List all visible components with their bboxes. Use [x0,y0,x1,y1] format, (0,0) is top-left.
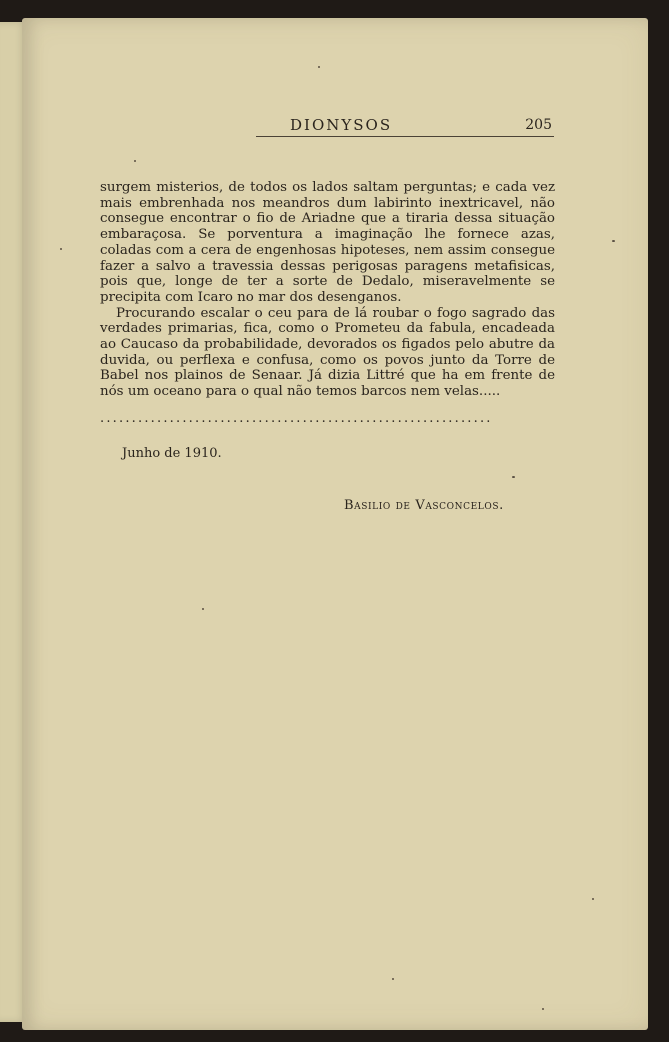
running-title: DIONYSOS [290,116,393,134]
author-signature: Basilio de Vasconcelos. [344,498,504,513]
date-line: Junho de 1910. [122,446,222,461]
paper-speck [392,978,394,980]
page-number: 205 [525,117,552,133]
paragraph: Procurando escalar o ceu para de lá roubar o fogo sagrado das verdades primarias, fica, como o Prometeu da fabula, encadeada ao Caucaso da probabilidade, devorados os figados pelo abutre da duvida, ou perflexa e confusa, como os povos junto da Torre de Babel nos plainos de Senaar. Já dizia Littré que ha em frente de nós um oceano para o qual não temos barcos nem velas..... [100,305,555,400]
paper-speck [592,898,594,900]
paper-speck [512,476,515,478]
paper-speck [542,1008,544,1010]
paragraph: surgem misterios, de todos os lados saltam perguntas; e cada vez mais embrenhada nos meandros dum labirinto inextricavel, não consegue encontrar o fio de Ariadne que a tiraria dessa situação embaraçosa. Se porventura a imaginação lhe fornece azas, coladas com a cera de engenhosas hipoteses, nem assim consegue fazer a salvo a travessia dessas perigosas paragens metafisicas, pois que, longe de ter a sorte de Dedalo, miseravelmente se precipita com Icaro no mar dos desenganos. [100,180,555,305]
page-header [256,116,554,137]
paper-speck [60,248,62,250]
body-text [100,180,555,400]
paper-speck [612,240,615,242]
book-page [22,18,648,1030]
paper-speck [202,608,204,610]
dot-leader: .............................................................. [100,412,493,426]
paper-speck [134,160,136,162]
paper-speck [318,66,320,68]
